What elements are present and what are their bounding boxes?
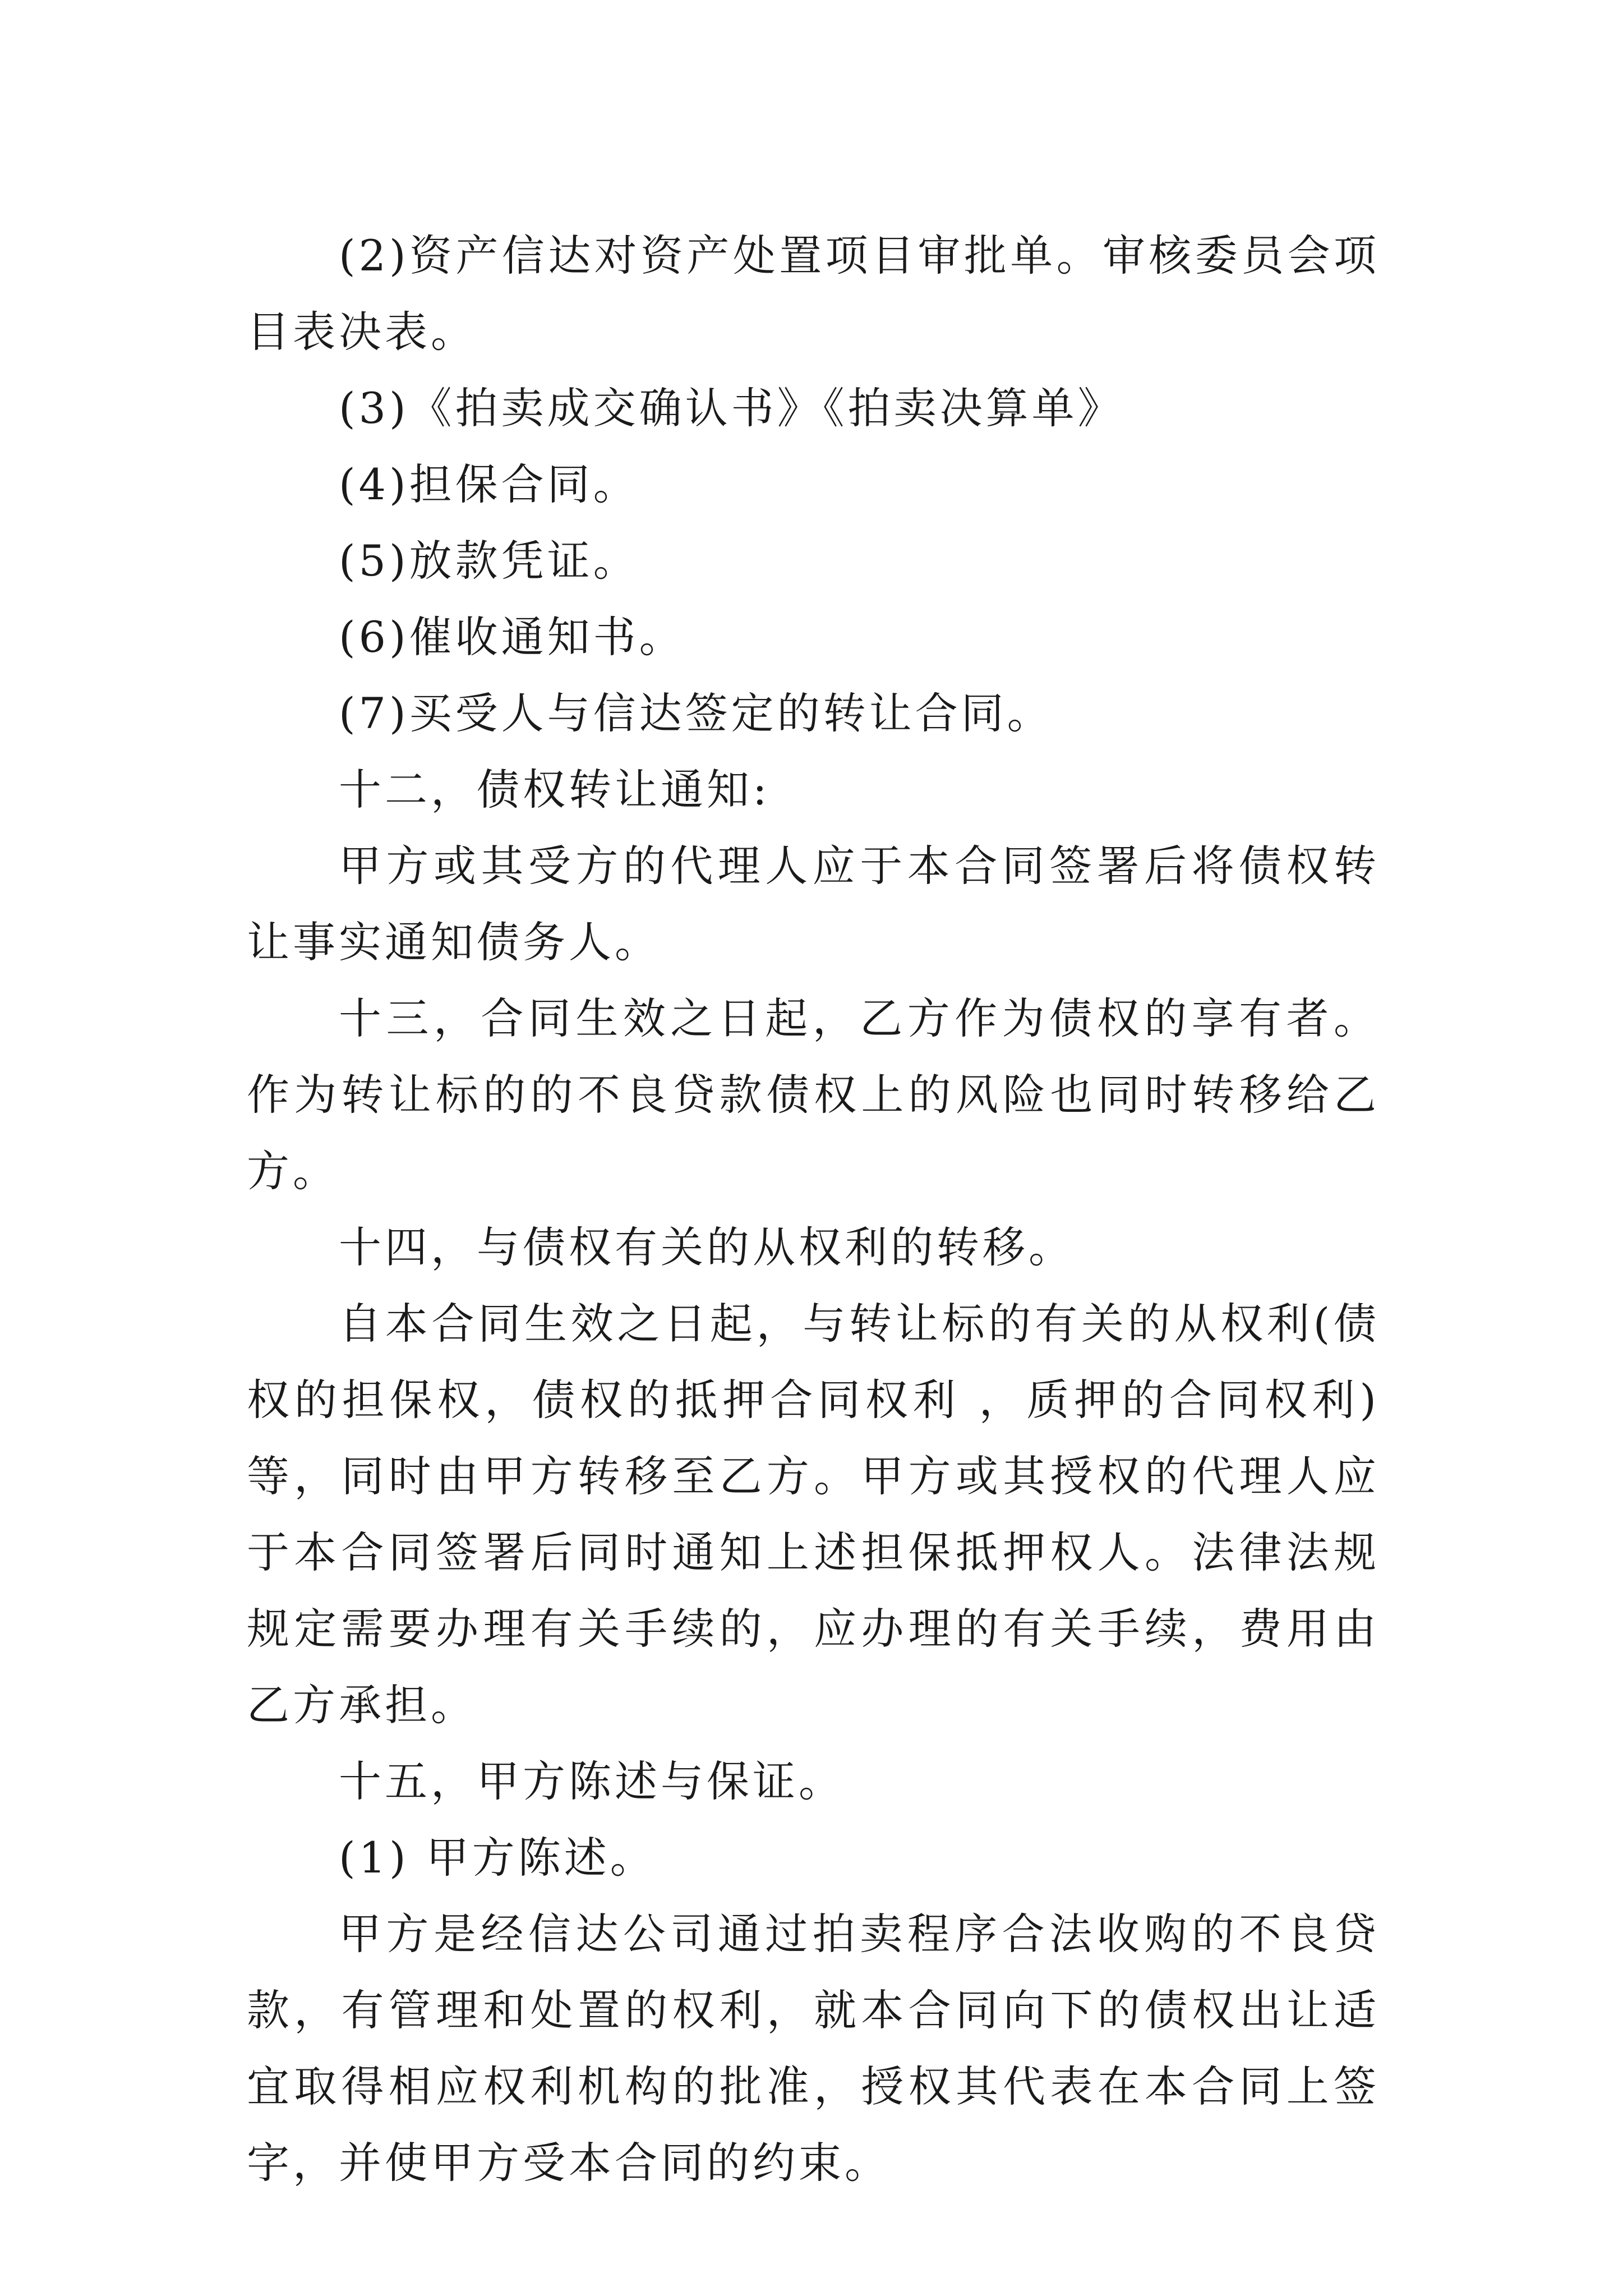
- section-heading-12: 十二，债权转让通知:: [339, 765, 771, 815]
- paragraph-notification: 甲方或其受方的代理人应于本合同签署后将债权转让事实通知债务人。: [247, 841, 1380, 967]
- paragraph-item-5: (5)放款凭证。: [339, 536, 639, 586]
- paragraph-item-7: (7)买受人与信达签定的转让合同。: [339, 688, 1053, 738]
- paragraph-ancillary-rights: 自本合同生效之日起，与转让标的有关的从权利(债权的担保权，债权的抵押合同权利 ，质押的合同权利)等，同时由甲方转移至乙方。甲方或其授权的代理人应于本合同签署后同时通知上述担保抵押权人。法律法规规定需要办理有关手续的，应办理的有关手续，费用由乙方承担。: [247, 1299, 1380, 1730]
- paragraph-item-6: (6)催收通知书。: [339, 612, 685, 662]
- paragraph-item-3: (3)《拍卖成交确认书》《拍卖决算单》: [339, 383, 1124, 433]
- document-body: [247, 218, 1380, 2201]
- section-heading-13: 十三，合同生效之日起，乙方作为债权的享有者。作为转让标的的不良贷款债权上的风险也同时转移给乙方。: [247, 993, 1380, 1196]
- paragraph-representation: 甲方是经信达公司通过拍卖程序合法收购的不良贷款，有管理和处置的权利，就本合同向下的债权出让适宜取得相应权利机构的批准，授权其代表在本合同上签字，并使甲方受本合同的约束。: [247, 1909, 1380, 2188]
- paragraph-item-4: (4)担保合同。: [339, 459, 639, 509]
- section-heading-14: 十四，与债权有关的从权利的转移。: [339, 1222, 1075, 1272]
- subsection-heading-1: (1) 甲方陈述。: [339, 1833, 656, 1883]
- section-heading-15: 十五，甲方陈述与保证。: [339, 1756, 845, 1806]
- paragraph-item-2: (2)资产信达对资产处置项目审批单。审核委员会项目表决表。: [247, 231, 1380, 357]
